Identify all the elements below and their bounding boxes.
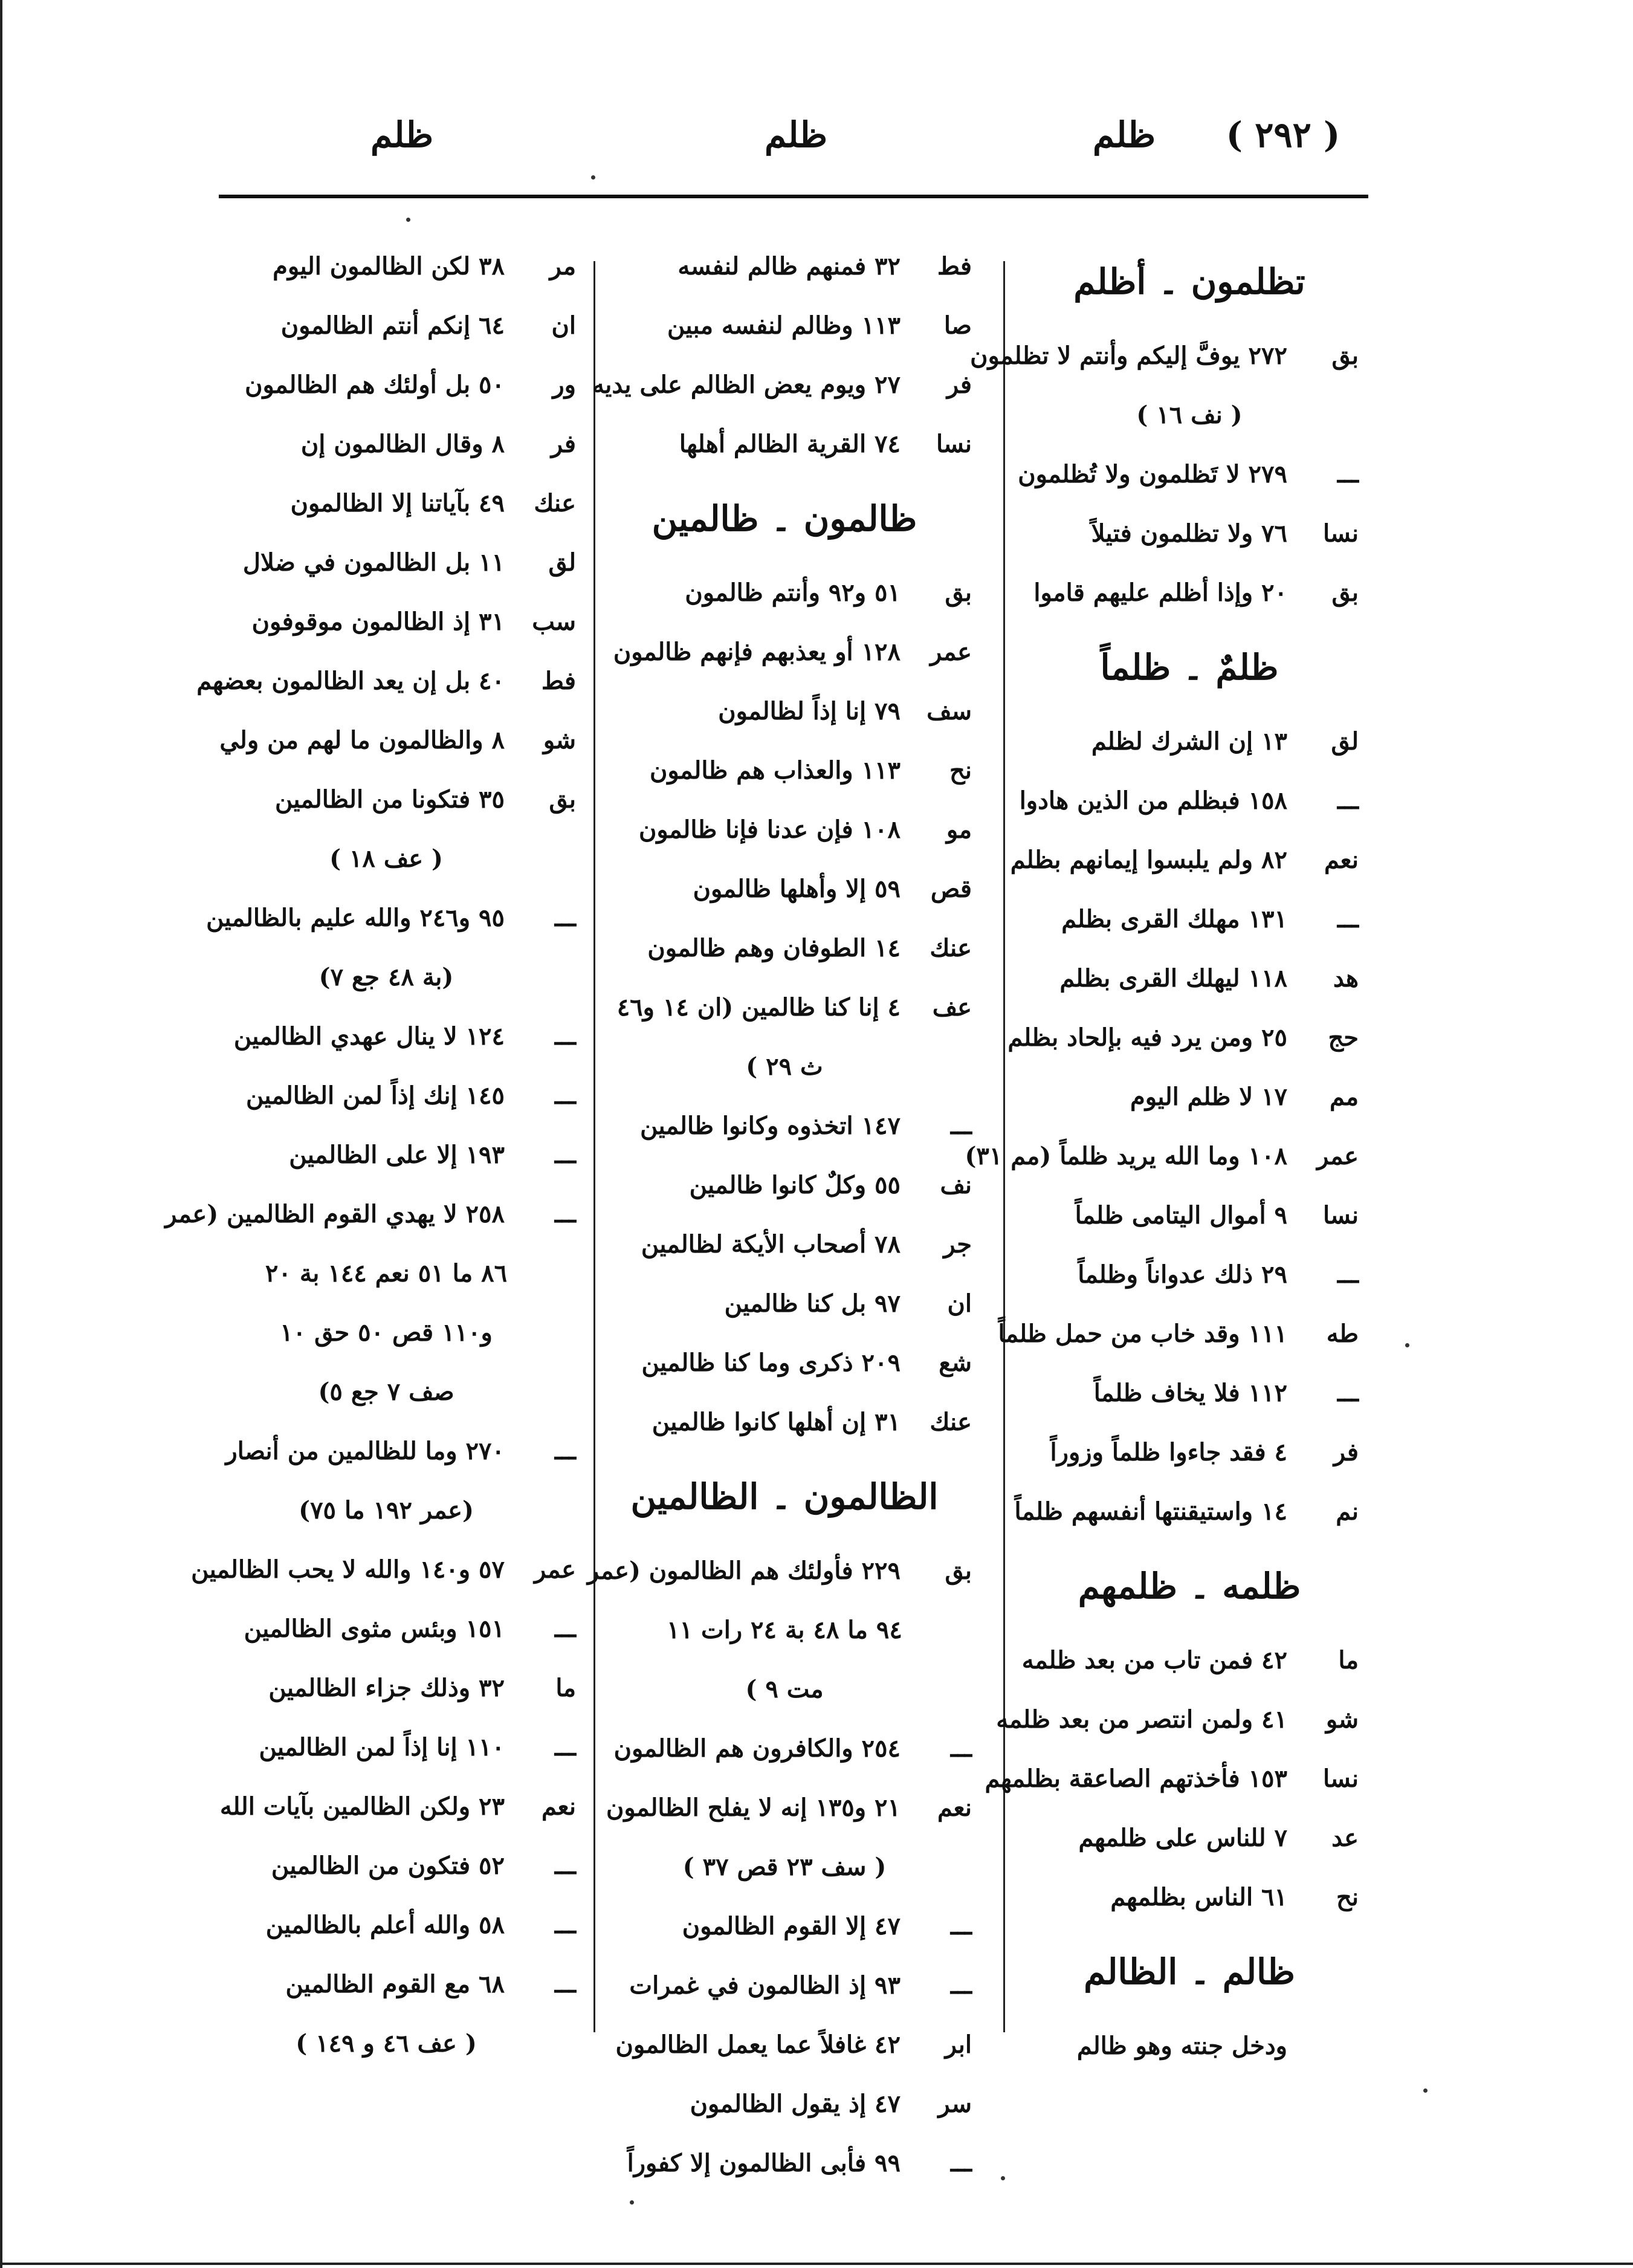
- verse-excerpt: ٢٠٩ ذكرى وما كنا ظالمين: [641, 1349, 901, 1377]
- verse-excerpt: ١١٨ ليهلك القرى بظلم: [1059, 964, 1287, 993]
- concordance-entry: [196, 1659, 576, 1718]
- verse-excerpt: ٧٤ القرية الظالم أهلها: [679, 430, 901, 458]
- concordance-entry: [597, 919, 972, 978]
- verse-excerpt: ٢٩ ذلك عدواناً وظلماً: [1078, 1260, 1287, 1289]
- verse-excerpt: و١١٠ قص ٥٠ حق ١٠: [280, 1318, 493, 1347]
- surah-abbreviation: ـــ: [1337, 460, 1359, 488]
- concordance-entry: [597, 1215, 972, 1274]
- verse-excerpt: ٩٩ فأبى الظالمون إلا كفوراً: [627, 2149, 901, 2177]
- verse-excerpt: ودخل جنته وهو ظالم: [1076, 2032, 1287, 2060]
- surah-abbreviation: نح: [1336, 1883, 1359, 1911]
- verse-excerpt: ١٣١ مهلك القرى بظلم: [1061, 905, 1287, 933]
- concordance-entry: [597, 682, 972, 741]
- verse-excerpt: ١٥٨ فبظلم من الذين هادوا: [1019, 786, 1287, 815]
- verse-excerpt: ٣١ إن أهلها كانوا ظالمين: [652, 1408, 901, 1436]
- surah-abbreviation: ـــ: [554, 1615, 576, 1643]
- verse-excerpt: ١١١ وقد خاب من حمل ظلماً: [998, 1320, 1287, 1348]
- verse-excerpt: ٢٧٠ وما للظالمين من أنصار: [225, 1437, 505, 1465]
- surah-abbreviation: فر: [946, 371, 972, 399]
- entry-heading: ظالم ۔ الظالم: [1084, 1951, 1295, 1992]
- surah-abbreviation: بق: [1331, 578, 1359, 607]
- concordance-entry: [196, 592, 576, 652]
- surah-abbreviation: بق: [945, 1557, 972, 1585]
- cross-reference-line: [196, 829, 576, 889]
- surah-abbreviation: ـــ: [1337, 1260, 1359, 1289]
- surah-abbreviation: ـــ: [1337, 786, 1359, 815]
- entry-heading: ظالمون ۔ ظالمين: [652, 498, 917, 539]
- surah-abbreviation: عد: [1331, 1824, 1359, 1852]
- verse-excerpt: ٩ أموال اليتامى ظلماً: [1075, 1201, 1287, 1230]
- surah-abbreviation: شو: [1325, 1705, 1359, 1734]
- verse-excerpt: ٢٧٩ لا تَظلمون ولا تُظلمون: [1018, 460, 1287, 488]
- concordance-entry: [1020, 712, 1359, 771]
- verse-excerpt: ١٥١ وبئس مثوى الظالمين: [244, 1615, 505, 1643]
- concordance-entry: [1014, 1482, 1359, 1541]
- running-head-right: ظلم: [1093, 114, 1156, 155]
- verse-excerpt: ٧٩ إنا إذاً لظالمون: [718, 697, 901, 725]
- concordance-entry: [998, 1304, 1359, 1364]
- surah-abbreviation: عنك: [930, 934, 972, 962]
- surah-abbreviation: بق: [945, 578, 972, 607]
- concordance-entry: [1007, 1008, 1359, 1068]
- scan-speck: [1405, 1343, 1409, 1347]
- verse-excerpt: ١١٣ وظالم لنفسه مبين: [667, 311, 901, 340]
- column-divider-left: [593, 261, 595, 2032]
- verse-excerpt: ٩٥ و٢٤٦ والله عليم بالظالمين: [206, 904, 505, 932]
- verse-excerpt: ٤٠ بل إن يعد الظالمون بعضهم: [196, 667, 505, 695]
- verse-excerpt: ٢٣ ولكن الظالمين بآيات الله: [219, 1792, 505, 1821]
- verse-excerpt: ٥٨ والله أعلم بالظالمين: [265, 1911, 505, 1939]
- scan-speck: [630, 2200, 634, 2205]
- surah-abbreviation: صا: [943, 311, 972, 340]
- verse-excerpt: ٩٣ إذ الظالمون في غمرات: [629, 1971, 901, 2000]
- concordance-entry: [196, 711, 576, 770]
- verse-excerpt: ٣٢ وذلك جزاء الظالمين: [268, 1674, 505, 1702]
- verse-excerpt: ٦١ الناس بظلمهم: [1110, 1883, 1287, 1911]
- surah-abbreviation: ـــ: [950, 1912, 972, 1940]
- cross-reference-line: [1020, 386, 1359, 445]
- surah-abbreviation: لق: [548, 548, 576, 577]
- surah-abbreviation: ـــ: [554, 1022, 576, 1051]
- surah-abbreviation: نم: [1336, 1497, 1359, 1526]
- verse-excerpt: ١٤ واستيقنتها أنفسهم ظلماً: [1014, 1497, 1287, 1526]
- surah-abbreviation: ـــ: [950, 1971, 972, 2000]
- verse-excerpt: ١٠٨ وما الله يريد ظلماً (مم ٣١): [965, 1142, 1287, 1170]
- surah-abbreviation: عنك: [930, 1408, 972, 1436]
- cross-reference-line: [196, 1244, 576, 1303]
- concordance-entry: [597, 623, 972, 682]
- verse-excerpt: ٢٠ وإذا أظلم عليهم قاموا: [1033, 578, 1287, 607]
- surah-abbreviation: نعم: [1324, 846, 1359, 874]
- concordance-entry: [597, 978, 972, 1037]
- surah-abbreviation: ان: [947, 1289, 972, 1318]
- cross-reference-line: [597, 1601, 972, 1660]
- verse-excerpt: ١٢٤ لا ينال عهدي الظالمين: [233, 1022, 505, 1051]
- surah-abbreviation: ـــ: [554, 904, 576, 932]
- surah-abbreviation: ـــ: [950, 1112, 972, 1140]
- concordance-entry: [1020, 1068, 1359, 1127]
- concordance-entry: [597, 1333, 972, 1393]
- surah-abbreviation: ـــ: [554, 1852, 576, 1880]
- verse-excerpt: ٢٢٩ فأولئك هم الظالمون (عمر: [587, 1557, 901, 1585]
- column-right: [965, 237, 1359, 2060]
- concordance-entry: [196, 355, 576, 415]
- verse-excerpt: (بة ٤٨ جع ٧): [319, 963, 454, 991]
- concordance-entry: [597, 800, 972, 860]
- verse-excerpt: ١٥٣ فأخذتهم الصاعقة بظلمهم: [985, 1764, 1287, 1793]
- surah-abbreviation: فط: [937, 252, 972, 280]
- verse-excerpt: ٤٧ إذ يقول الظالمون: [690, 2090, 901, 2118]
- concordance-entry: [1020, 2017, 1359, 2076]
- verse-excerpt: ١١٠ إنا إذاً لمن الظالمين: [259, 1733, 505, 1761]
- verse-excerpt: ٢٧ ويوم يعض الظالم على يديه: [592, 371, 901, 399]
- concordance-entry: [196, 889, 576, 948]
- verse-excerpt: ٢٥٨ لا يهدي القوم الظالمين (عمر: [165, 1200, 505, 1228]
- concordance-entry: [1020, 445, 1359, 504]
- concordance-entry: [1010, 831, 1359, 890]
- concordance-entry: [1020, 1868, 1359, 1927]
- concordance-entry: [592, 355, 972, 415]
- surah-abbreviation: ـــ: [554, 1970, 576, 1998]
- verse-excerpt: (عمر ١٩٢ ما ٧٥): [299, 1496, 474, 1524]
- cross-reference-line: [597, 1037, 972, 1097]
- surah-abbreviation: سب: [532, 608, 576, 636]
- verse-excerpt: ٤ فقد جاءوا ظلماً وزوراً: [1050, 1438, 1287, 1466]
- surah-abbreviation: ـــ: [1337, 1379, 1359, 1407]
- verse-excerpt: ( سف ٢٣ قص ٣٧ ): [682, 1853, 887, 1881]
- concordance-entry: [597, 1778, 972, 1838]
- verse-excerpt: ٣٥ فتكونا من الظالمين: [274, 785, 505, 814]
- concordance-entry: [597, 741, 972, 800]
- concordance-entry: [1020, 563, 1359, 623]
- surah-abbreviation: نسا: [936, 430, 972, 458]
- surah-abbreviation: شع: [939, 1349, 972, 1377]
- surah-abbreviation: نسا: [1322, 1201, 1359, 1230]
- concordance-entry: [1020, 1364, 1359, 1423]
- verse-excerpt: مت ٩ ): [745, 1675, 824, 1703]
- verse-excerpt: ١٤٧ اتخذوه وكانوا ظالمين: [640, 1112, 901, 1140]
- concordance-entry: [597, 296, 972, 355]
- surah-abbreviation: نعم: [541, 1792, 576, 1821]
- surah-abbreviation: ور: [552, 371, 576, 399]
- concordance-entry: [196, 1599, 576, 1659]
- verse-excerpt: ١١٣ والعذاب هم ظالمون: [650, 756, 901, 785]
- verse-excerpt: ٧٦ ولا تظلمون فتيلاً: [1091, 519, 1287, 548]
- concordance-entry: [1020, 1245, 1359, 1304]
- concordance-entry: [996, 1690, 1359, 1749]
- verse-excerpt: ٤ إنا كنا ظالمين (ان ١٤ و٤٦: [616, 993, 901, 1022]
- surah-abbreviation: حج: [1328, 1023, 1359, 1052]
- surah-abbreviation: ما: [555, 1674, 576, 1702]
- cross-reference-line: [196, 1481, 576, 1540]
- surah-abbreviation: سف: [926, 697, 972, 725]
- concordance-entry: [165, 1185, 576, 1244]
- surah-abbreviation: عمر: [534, 1555, 576, 1584]
- concordance-entry: [196, 474, 576, 533]
- concordance-entry: [1020, 771, 1359, 831]
- verse-excerpt: ١٢٨ أو يعذبهم فإنهم ظالمون: [613, 638, 901, 666]
- cross-reference-line: [597, 1660, 972, 1719]
- verse-excerpt: ٥٧ و١٤٠ والله لا يحب الظالمين: [191, 1555, 505, 1584]
- verse-excerpt: ١٤٥ إنك إذاً لمن الظالمين: [245, 1081, 505, 1110]
- header-rule: [219, 195, 1368, 198]
- running-head-center: ظلم: [765, 114, 827, 155]
- verse-excerpt: ٨٢ ولم يلبسوا إيمانهم بظلم: [1010, 846, 1287, 874]
- verse-excerpt: صف ٧ جع ٥): [318, 1378, 454, 1406]
- verse-excerpt: ٩٧ بل كنا ظالمين: [724, 1289, 901, 1318]
- concordance-entry: [597, 1156, 972, 1215]
- concordance-entry: [597, 2015, 972, 2075]
- surah-abbreviation: مم: [1329, 1083, 1359, 1111]
- scan-speck: [1001, 2176, 1005, 2180]
- surah-abbreviation: عمر: [1316, 1142, 1359, 1170]
- verse-excerpt: ٦٤ إنكم أنتم الظالمون: [280, 311, 505, 340]
- concordance-entry: [965, 1127, 1359, 1186]
- cross-reference-line: [196, 1362, 576, 1422]
- concordance-entry: [1020, 1423, 1359, 1482]
- verse-excerpt: ٤١ ولمن انتصر من بعد ظلمه: [996, 1705, 1287, 1734]
- concordance-entry: [597, 1897, 972, 1956]
- concordance-entry: [597, 237, 972, 296]
- verse-excerpt: ٥١ و٩٢ وأنتم ظالمون: [685, 578, 901, 607]
- surah-abbreviation: طه: [1326, 1320, 1359, 1348]
- concordance-entry: [196, 296, 576, 355]
- concordance-entry: [196, 533, 576, 592]
- verse-excerpt: ٤٢ فمن تاب من بعد ظلمه: [1021, 1646, 1287, 1674]
- concordance-entry: [196, 1836, 576, 1896]
- surah-abbreviation: ـــ: [554, 1911, 576, 1939]
- surah-abbreviation: مو: [946, 815, 972, 844]
- surah-abbreviation: سر: [938, 2090, 972, 2118]
- surah-abbreviation: بق: [1331, 342, 1359, 370]
- surah-abbreviation: فر: [551, 430, 576, 458]
- verse-excerpt: ( نف ١٦ ): [1136, 401, 1243, 429]
- scan-speck: [1423, 2088, 1428, 2093]
- surah-abbreviation: ما: [1338, 1646, 1359, 1674]
- verse-excerpt: ١١ بل الظالمون في ضلال: [242, 548, 505, 577]
- verse-excerpt: ٣٢ فمنهم ظالم لنفسه: [677, 252, 901, 280]
- surah-abbreviation: لق: [1331, 727, 1359, 756]
- concordance-entry: [970, 326, 1359, 386]
- verse-excerpt: ٤٢ غافلاً عما يعمل الظالمون: [615, 2030, 901, 2059]
- verse-excerpt: ٢١ و١٣٥ إنه لا يفلح الظالمون: [606, 1793, 901, 1822]
- entry-heading: الظالمون ۔ الظالمين: [630, 1476, 939, 1517]
- concordance-entry: [196, 1126, 576, 1185]
- surah-abbreviation: فر: [1333, 1438, 1359, 1466]
- surah-abbreviation: فط: [541, 667, 576, 695]
- cross-reference-line: [597, 1838, 972, 1897]
- scan-speck: [406, 218, 410, 222]
- concordance-entry: [196, 1896, 576, 1955]
- surah-abbreviation: جر: [943, 1230, 972, 1259]
- concordance-entry: [1020, 1809, 1359, 1868]
- concordance-entry: [597, 860, 972, 919]
- concordance-entry: [196, 1422, 576, 1481]
- concordance-entry: [587, 1541, 972, 1601]
- verse-excerpt: ١٠٨ فإن عدنا فإنا ظالمون: [638, 815, 901, 844]
- verse-excerpt: ٢٧٢ يوفَّ إليكم وأنتم لا تظلمون: [970, 342, 1287, 370]
- concordance-entry: [196, 1955, 576, 2014]
- verse-excerpt: ( عف ١٨ ): [329, 844, 443, 873]
- page-number: ( ٢٩٢ ): [1226, 114, 1340, 155]
- scan-speck: [591, 175, 595, 180]
- concordance-entry: [597, 415, 972, 474]
- concordance-entry: [597, 1719, 972, 1778]
- verse-excerpt: ( عف ٤٦ و ١٤٩ ): [296, 2029, 477, 2058]
- surah-abbreviation: نح: [949, 756, 972, 785]
- surah-abbreviation: ابر: [945, 2030, 972, 2059]
- verse-excerpt: ٨٦ ما ٥١ نعم ١٤٤ بة ٢٠: [265, 1259, 508, 1288]
- verse-excerpt: ١٧ لا ظلم اليوم: [1130, 1083, 1287, 1111]
- surah-abbreviation: ـــ: [950, 1734, 972, 1763]
- concordance-entry: [1020, 504, 1359, 563]
- concordance-entry: [597, 1393, 972, 1452]
- concordance-entry: [597, 563, 972, 623]
- concordance-entry: [597, 2075, 972, 2134]
- concordance-entry: [196, 1718, 576, 1777]
- column-middle: [587, 237, 972, 2177]
- verse-excerpt: ٥٠ بل أولئك هم الظالمون: [245, 371, 505, 399]
- surah-abbreviation: نف: [940, 1171, 972, 1199]
- verse-excerpt: ٣١ إذ الظالمون موقوفون: [251, 608, 505, 636]
- surah-abbreviation: ان: [551, 311, 576, 340]
- verse-excerpt: ١١٢ فلا يخاف ظلماً: [1093, 1379, 1287, 1407]
- scan-frame-bottom-edge: [0, 2263, 1633, 2265]
- concordance-entry: [196, 1007, 576, 1066]
- verse-excerpt: ١٣ إن الشرك لظلم: [1091, 727, 1287, 756]
- concordance-entry: [597, 2134, 972, 2193]
- surah-abbreviation: مر: [549, 252, 576, 280]
- concordance-entry: [196, 1777, 576, 1836]
- concordance-entry: [597, 1956, 972, 2015]
- verse-excerpt: ٧٨ أصحاب الأيكة لظالمين: [641, 1230, 901, 1259]
- surah-abbreviation: ـــ: [554, 1437, 576, 1465]
- entry-heading: تظلمون ۔ أظلم: [1073, 261, 1305, 302]
- concordance-entry: [1020, 890, 1359, 949]
- surah-abbreviation: شو: [543, 726, 576, 754]
- running-head-left: ظلم: [370, 114, 433, 155]
- surah-abbreviation: قص: [930, 875, 972, 903]
- concordance-entry: [196, 1066, 576, 1126]
- verse-excerpt: ٤٧ إلا القوم الظالمون: [682, 1912, 901, 1940]
- concordance-entry: [1020, 1186, 1359, 1245]
- verse-excerpt: ٥٢ فتكون من الظالمين: [271, 1852, 505, 1880]
- surah-abbreviation: عمر: [930, 638, 972, 666]
- verse-excerpt: ٦٨ مع القوم الظالمين: [285, 1970, 505, 1998]
- concordance-entry: [985, 1749, 1359, 1809]
- verse-excerpt: ٣٨ لكن الظالمون اليوم: [273, 252, 505, 280]
- surah-abbreviation: ـــ: [950, 2149, 972, 2177]
- entry-heading: ظلمه ۔ ظلمهم: [1078, 1566, 1301, 1607]
- concordance-entry: [597, 1097, 972, 1156]
- verse-excerpt: ٨ والظالمون ما لهم من ولي: [219, 726, 505, 754]
- surah-abbreviation: ـــ: [554, 1141, 576, 1169]
- surah-abbreviation: ـــ: [554, 1081, 576, 1110]
- surah-abbreviation: ـــ: [554, 1200, 576, 1228]
- verse-excerpt: ٢٥٤ والكافرون هم الظالمون: [613, 1734, 901, 1763]
- column-left: [165, 237, 576, 2058]
- surah-abbreviation: ـــ: [554, 1733, 576, 1761]
- verse-excerpt: ٥٩ إلا وأهلها ظالمون: [693, 875, 901, 903]
- cross-reference-line: [196, 1303, 576, 1362]
- concordance-entry: [196, 652, 576, 711]
- concordance-entry: [196, 237, 576, 296]
- concordance-entry: [196, 770, 576, 829]
- surah-abbreviation: عنك: [534, 489, 576, 517]
- verse-excerpt: ٧ للناس على ظلمهم: [1078, 1824, 1287, 1852]
- cross-reference-line: [196, 2014, 576, 2073]
- verse-excerpt: ٨ وقال الظالمون إن: [300, 430, 505, 458]
- verse-excerpt: ٥٥ وكلٌ كانوا ظالمين: [689, 1171, 901, 1199]
- surah-abbreviation: نسا: [1322, 1764, 1359, 1793]
- concordance-entry: [597, 1274, 972, 1333]
- surah-abbreviation: عف: [932, 993, 972, 1022]
- verse-excerpt: ١٩٣ إلا على الظالمين: [289, 1141, 505, 1169]
- scan-frame-left-edge: [0, 0, 2, 2268]
- concordance-entry: [191, 1540, 576, 1599]
- concordance-entry: [1020, 1631, 1359, 1690]
- surah-abbreviation: نسا: [1322, 519, 1359, 548]
- verse-excerpt: ث ٢٩ ): [746, 1052, 823, 1081]
- concordance-entry: [1020, 949, 1359, 1008]
- entry-heading: ظلمٌ ۔ ظلماً: [1100, 647, 1279, 688]
- surah-abbreviation: هد: [1333, 964, 1359, 993]
- verse-excerpt: ٩٤ ما ٤٨ بة ٢٤ رات ١١: [667, 1616, 902, 1644]
- verse-excerpt: ٢٥ ومن يرد فيه بإلحاد بظلم: [1007, 1023, 1287, 1052]
- surah-abbreviation: نعم: [937, 1793, 972, 1822]
- surah-abbreviation: بق: [549, 785, 576, 814]
- cross-reference-line: [196, 948, 576, 1007]
- concordance-entry: [196, 415, 576, 474]
- verse-excerpt: ٤٩ بآياتنا إلا الظالمون: [290, 489, 505, 517]
- surah-abbreviation: ـــ: [1337, 905, 1359, 933]
- verse-excerpt: ١٤ الطوفان وهم ظالمون: [647, 934, 901, 962]
